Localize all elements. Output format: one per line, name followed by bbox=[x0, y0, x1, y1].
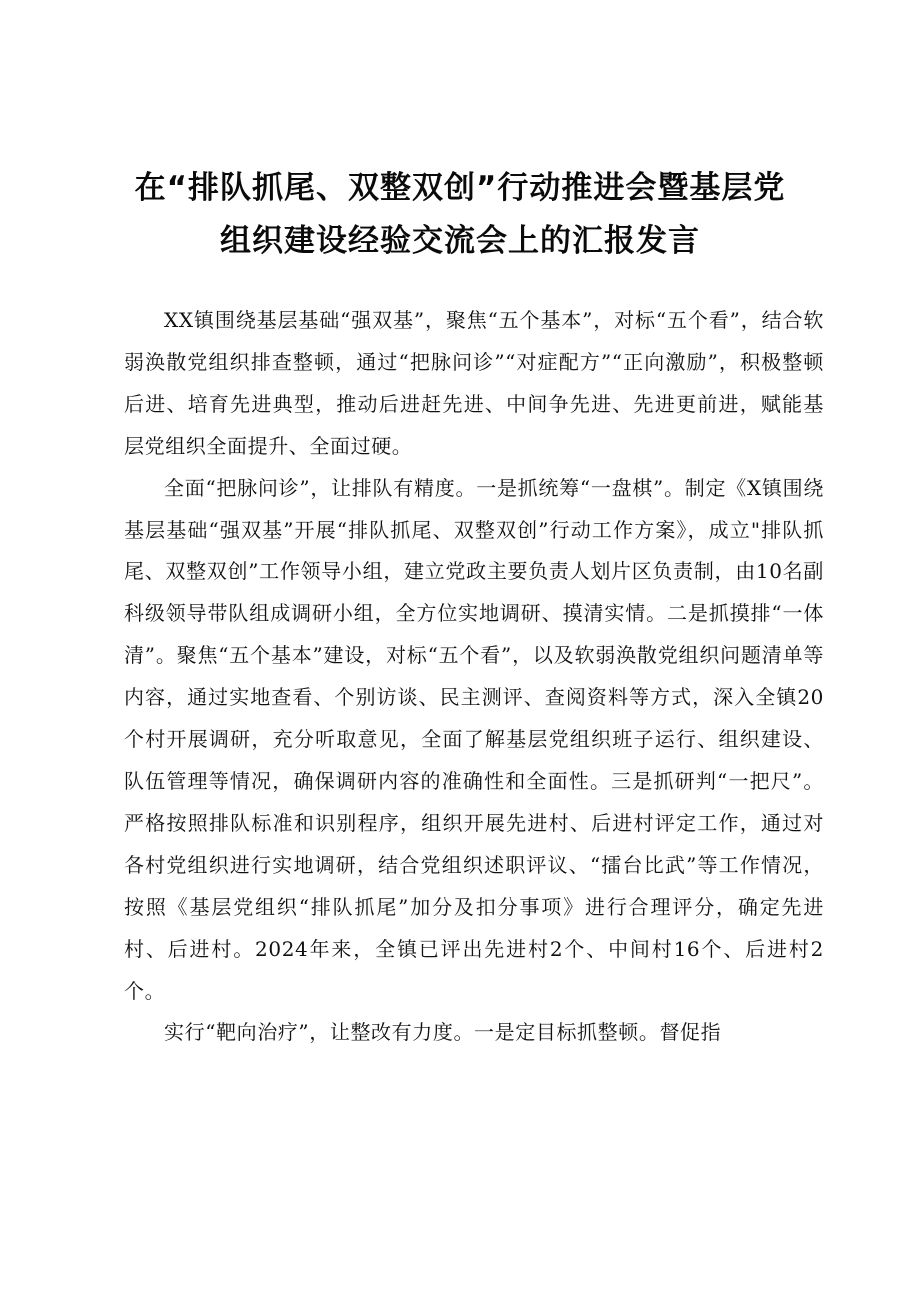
paragraph-treatment: 实行“靶向治疗”，让整改有力度。一是定目标抓整顿。督促指 bbox=[164, 1020, 722, 1045]
document-body bbox=[124, 300, 824, 1054]
document-title-line-1: 在“排队抓尾、双整双创”行动推进会暨基层党 bbox=[134, 170, 786, 206]
document-title-line-2: 组织建设经验交流会上的汇报发言 bbox=[220, 223, 700, 259]
paragraph-intro: XX镇围绕基层基础“强双基”，聚焦“五个基本”，对标“五个看”，结合软弱涣散党组织排查整顿，通过“把脉问诊”“对症配方”“正向激励”，积极整顿后进、培育先进典型，推动后进赶先进、中间争先进、先进更前进，赋能基层党组织全面提升、全面过硬。 bbox=[124, 308, 824, 458]
paragraph-diagnosis: 全面“把脉问诊”，让排队有精度。一是抓统筹“一盘棋”。制定《X镇围绕基层基础“强双基”开展“排队抓尾、双整双创”行动工作方案》，成立"排队抓尾、双整双创”工作领导小组，建立党政主要负责人划片区负责制，由10名副科级领导带队组成调研小组，全方位实地调研、摸清实情。二是抓摸排“一体清”。聚焦“五个基本”建设，对标“五个看”，以及软弱涣散党组织问题清单等内容，通过实地查看、个别访谈、民主测评、查阅资料等方式，深入全镇20个村开展调研，充分听取意见，全面了解基层党组织班子运行、组织建设、队伍管理等情况，确保调研内容的准确性和全面性。三是抓研判“一把尺”。严格按照排队标准和识别程序，组织开展先进村、后进村评定工作，通过对各村党组织进行实地调研，结合党组织述职评议、“擂台比武”等工作情况，按照《基层党组织“排队抓尾”加分及扣分事项》进行合理评分，确定先进村、后进村。2024年来，全镇已评出先进村2个、中间村16个、后进村2个。 bbox=[124, 475, 824, 1003]
